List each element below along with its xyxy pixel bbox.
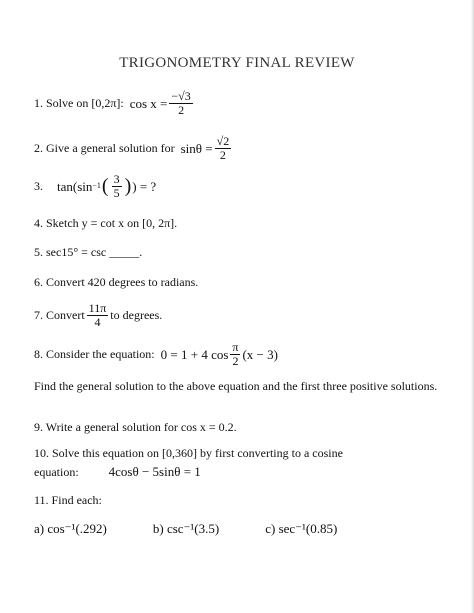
question-1-text: 1. Solve on [0,2π]: [34, 96, 124, 111]
question-7 [34, 302, 162, 328]
question-10-label: equation: [34, 464, 79, 479]
question-3 [34, 173, 156, 199]
question-1-equation [130, 90, 195, 116]
right-paren: ) [124, 175, 132, 198]
question-1-numerator: −√3 [171, 89, 191, 103]
question-3-denominator: 5 [113, 185, 120, 200]
question-8-lhs: 0 = 1 + 4 cos [160, 346, 229, 362]
question-10-line-1: 10. Solve this equation on [0,360] by first converting to a cosine [34, 446, 343, 460]
question-2-equation [181, 135, 234, 161]
question-3-exponent: −1 [92, 181, 101, 191]
question-8-numerator: π [232, 340, 239, 354]
question-11-part-a: a) cos⁻¹(.292) [34, 521, 107, 536]
question-8-fraction [230, 341, 240, 367]
question-10-equation: 4cosθ − 5sinθ = 1 [108, 464, 201, 479]
question-3-tail: ) = ? [132, 178, 157, 194]
question-7-suffix: to degrees. [110, 308, 163, 323]
question-8-tail: (x − 3) [242, 346, 278, 362]
question-3-function: tan(sin [57, 178, 93, 194]
question-2-fraction [215, 135, 232, 161]
question-3-fraction [112, 173, 122, 199]
question-5: 5. sec15° = csc _____. [34, 245, 143, 259]
question-7-prefix: 7. Convert [34, 308, 85, 323]
question-2-numerator: √2 [216, 134, 230, 148]
question-11-parts [34, 522, 337, 535]
instruction-paragraph: Find the general solution to the above equation and the first three positive solutions. [34, 379, 438, 393]
question-4: 4. Sketch y = cot x on [0, 2π]. [34, 216, 178, 230]
question-9: 9. Write a general solution for cos x = 0.2. [34, 420, 237, 434]
question-2-denominator: 2 [219, 147, 226, 162]
question-8-equation [161, 341, 278, 367]
question-10-line-2 [34, 465, 201, 478]
question-2-text: 2. Give a general solution for [34, 141, 175, 156]
question-8-denominator: 2 [232, 353, 239, 368]
question-1-lhs: cos x = [129, 95, 168, 111]
question-2 [34, 135, 233, 161]
question-3-numerator: 3 [113, 172, 120, 186]
question-3-number: 3. [34, 179, 43, 194]
question-6: 6. Convert 420 degrees to radians. [34, 275, 199, 289]
left-paren: ( [101, 175, 109, 198]
question-8 [34, 341, 278, 367]
question-3-expression [57, 173, 156, 199]
question-11-part-b: b) csc⁻¹(3.5) [152, 521, 220, 536]
question-8-prefix: 8. Consider the equation: [34, 347, 155, 362]
question-1-denominator: 2 [178, 102, 185, 117]
question-7-numerator: 11π [88, 301, 107, 315]
question-2-lhs: sinθ = [180, 140, 213, 156]
question-11-part-c: c) sec⁻¹(0.85) [265, 521, 338, 536]
question-7-fraction [87, 302, 109, 328]
question-1-fraction [169, 90, 192, 116]
question-7-denominator: 4 [94, 314, 101, 329]
page-title: TRIGONOMETRY FINAL REVIEW [119, 55, 355, 71]
question-1 [34, 90, 195, 116]
question-11: 11. Find each: [34, 493, 102, 507]
